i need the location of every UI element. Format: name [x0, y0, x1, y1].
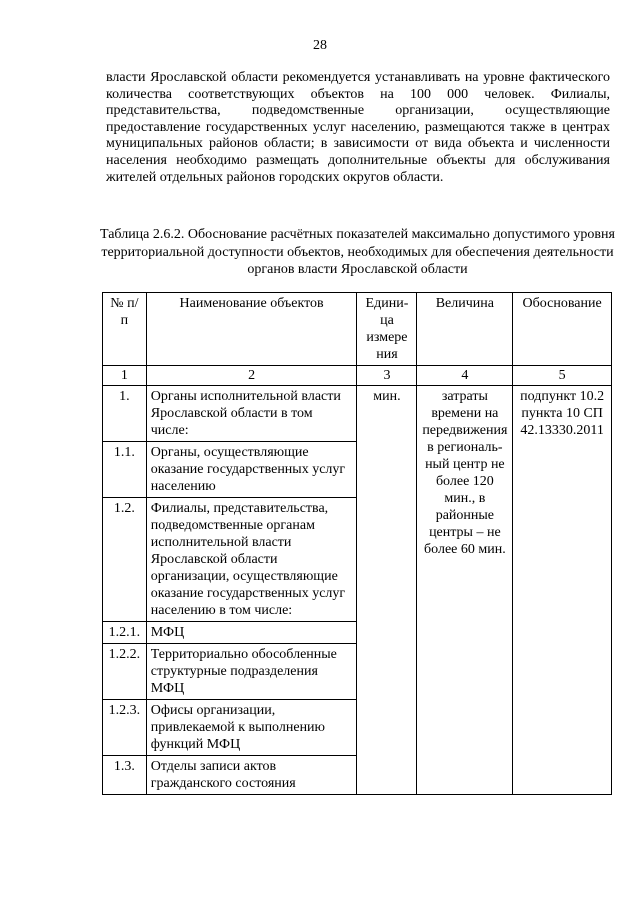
column-number: 5	[513, 366, 612, 386]
row-number: 1.2.2.	[103, 644, 147, 700]
basis-cell: подпункт 10.2 пункта 10 СП 42.13330.2011	[513, 386, 612, 795]
table-row	[103, 386, 612, 442]
row-number: 1.1.	[103, 442, 147, 498]
row-name: Органы, осуществляющие оказание государственных услуг населению	[146, 442, 357, 498]
page-number: 28	[313, 38, 327, 53]
intro-paragraph: власти Ярославской области рекомендуется устанавливать на уровне фактического количества соответствующих объектов на 100 000 человек. Филиалы, представительства, подведомственные организации, осуществляющие предоставление государственных услуг населению, размещаются также в центрах муниципальных районов области; в зависимости от вида объекта и численности населения необходимо размещать дополнительные объекты для обслуживания жителей отдельных районов городских округов области.	[106, 70, 610, 185]
unit-cell: мин.	[357, 386, 417, 795]
header-number: № п/п	[103, 293, 147, 366]
table-caption: Таблица 2.6.2. Обоснование расчётных показателей максимально допустимого уровня территориальной доступности объектов, необходимых для обеспечения деятельности органов власти Ярославской области	[100, 227, 615, 277]
row-name: Органы исполнительной власти Ярославской области в том числе:	[146, 386, 357, 442]
header-value: Величина	[417, 293, 513, 366]
row-number: 1.2.1.	[103, 622, 147, 644]
table-header-row	[103, 293, 612, 366]
row-number: 1.	[103, 386, 147, 442]
row-name: Офисы организации, привлекаемой к выполнению функций МФЦ	[146, 700, 357, 756]
column-number-row	[103, 366, 612, 386]
header-name: Наименование объектов	[146, 293, 357, 366]
column-number: 1	[103, 366, 147, 386]
row-name: МФЦ	[146, 622, 357, 644]
row-number: 1.2.	[103, 498, 147, 622]
row-number: 1.2.3.	[103, 700, 147, 756]
column-number: 4	[417, 366, 513, 386]
header-basis: Обоснование	[513, 293, 612, 366]
row-number: 1.3.	[103, 756, 147, 795]
row-name: Территориально обособленные структурные подразделения МФЦ	[146, 644, 357, 700]
row-name: Филиалы, представительства, подведомственные органам исполнительной власти Ярославской области организации, осуществляющие оказание государственных услуг населению в том числе:	[146, 498, 357, 622]
column-number: 3	[357, 366, 417, 386]
objects-table	[102, 292, 612, 795]
value-cell: затраты времени на передвижения в региональ-ный центр не более 120 мин., в районные центры – не более 60 мин.	[417, 386, 513, 795]
row-name: Отделы записи актов гражданского состояния	[146, 756, 357, 795]
header-unit: Едини-ца измере ния	[357, 293, 417, 366]
column-number: 2	[146, 366, 357, 386]
